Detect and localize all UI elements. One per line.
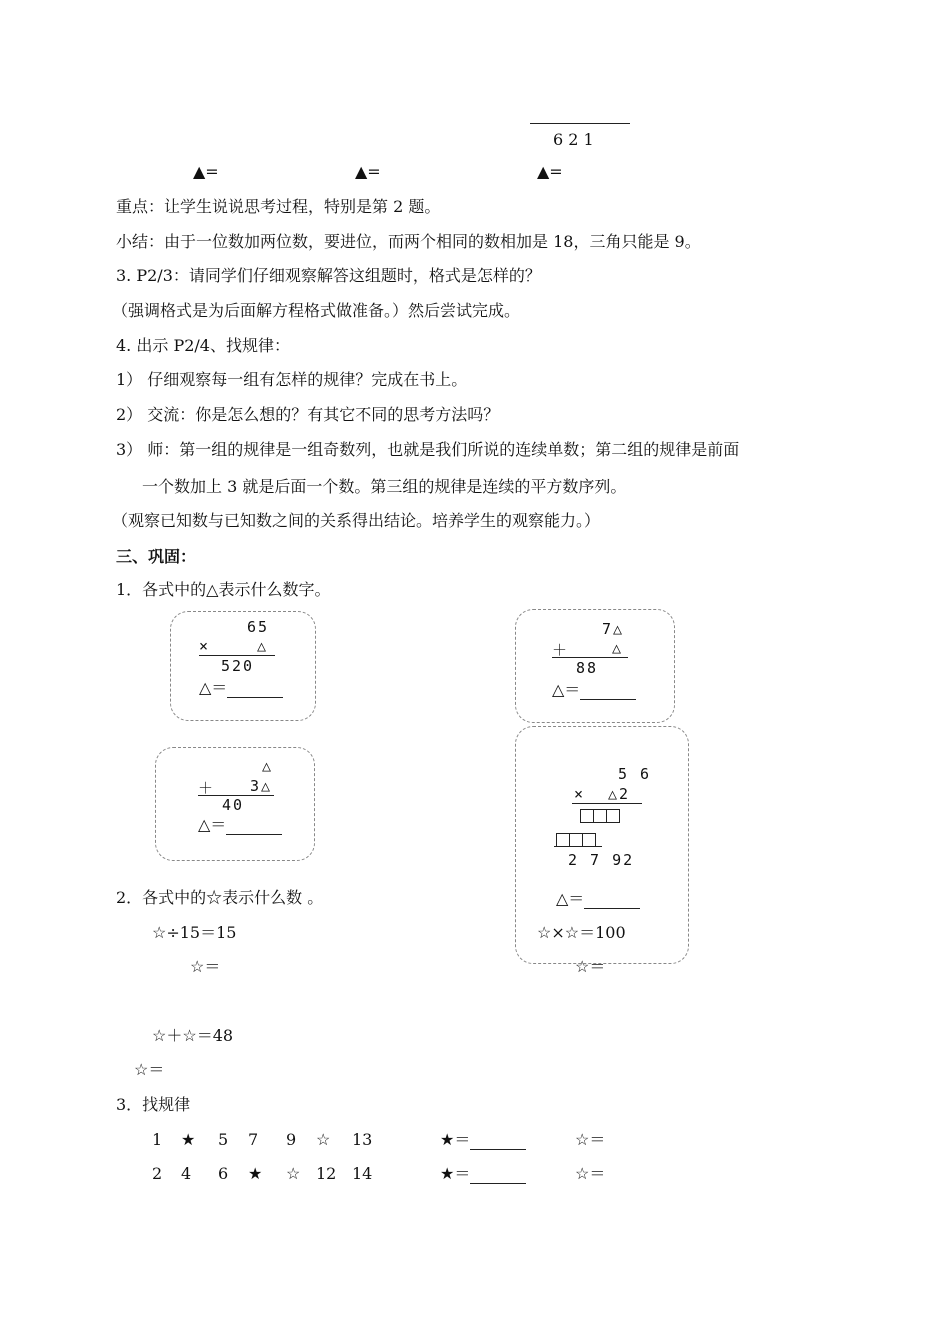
box-d-multiplier: △2 [608,785,631,803]
box-c-addend: 3△ [250,777,273,795]
digit-box[interactable] [580,809,594,823]
question-2: 2．各式中的☆表示什么数 。 [116,888,324,907]
sequence-item: 1 [152,1130,163,1149]
equation-1: ☆÷15＝15 [152,923,237,942]
section-heading: 三、巩固： [116,547,197,566]
sequence-item: 13 [352,1130,373,1149]
paragraph: 一个数加上 3 就是后面一个数。第三组的规律是连续的平方数序列。 [142,477,627,496]
box-c-answer-blank[interactable] [226,818,282,835]
box-c-answer [198,815,282,835]
paragraph: 2） 交流：你是怎么想的？有其它不同的思考方法吗？ [116,405,500,424]
problem-box-c [155,747,315,861]
sequence-item: 12 [316,1164,337,1183]
digit-box[interactable] [593,809,607,823]
digit-box[interactable] [582,833,596,847]
box-d-line-2 [554,846,602,847]
box-a-operator: × [199,637,211,655]
sequence-item: 4 [181,1164,192,1183]
sequence-item: ☆ [286,1164,301,1183]
box-c-top: △ [262,757,274,775]
paragraph: 小结：由于一位数加两位数，要进位，而两个相同的数相加是 18，三角只能是 9。 [116,232,701,251]
box-a-top: 65 [247,618,270,636]
box-d-answer [556,889,640,909]
sequence-item: ★ [248,1164,263,1183]
box-b-line [552,657,628,658]
box-b-top: 7△ [602,620,625,638]
box-d-answer-blank[interactable] [584,892,640,909]
star-answer-label: ★＝ [440,1130,471,1149]
question-1: 1．各式中的△表示什么数字。 [116,580,331,599]
sequence-item: 7 [248,1130,259,1149]
box-b-triangle: △ [612,639,624,657]
box-b-operator: ＋ [552,641,570,659]
top-division-line [530,123,630,124]
box-c-answer-label: △＝ [198,815,227,834]
triangle-answer-1: ▲= [193,162,219,181]
paragraph: 4. 出示 P2/4、找规律： [116,336,290,355]
box-b-result: 88 [576,659,599,677]
problem-box-a [170,611,316,721]
box-a-line [199,655,275,656]
equation-2: ☆×☆＝100 [537,923,626,942]
digit-box[interactable] [569,833,583,847]
paragraph: （观察已知数与已知数之间的关系得出结论。培养学生的观察能力。） [112,511,601,530]
box-d-answer-label: △＝ [556,889,585,908]
sequence-item: 9 [286,1130,297,1149]
top-result: 6 2 1 [553,130,594,149]
box-d-top: 5 6 [618,765,652,783]
white-star-answer-2: ☆＝ [575,1164,606,1183]
white-star-answer-1: ☆＝ [575,1130,606,1149]
box-d-result: 2 7 92 [568,851,635,869]
box-a-answer-label: △＝ [199,678,228,697]
paragraph: 3） 师：第一组的规律是一组奇数列，也就是我们所说的连续单数；第二组的规律是前面 [116,440,740,459]
equation-3: ☆＋☆＝48 [152,1026,234,1045]
box-c-operator: ＋ [198,779,216,797]
paragraph: 重点：让学生说说思考过程，特别是第 2 题。 [116,197,441,216]
digit-box[interactable] [606,809,620,823]
star-answer-blank[interactable] [470,1133,526,1150]
box-a-answer [199,678,283,698]
problem-box-b [515,609,675,723]
sequence-item: 5 [218,1130,229,1149]
equation-3-answer: ☆＝ [134,1060,165,1079]
digit-box[interactable] [556,833,570,847]
box-d-partial-1 [580,805,619,824]
equation-2-answer: ☆＝ [575,957,606,976]
sequence-item: 14 [352,1164,373,1183]
sequence-item: ☆ [316,1130,331,1149]
paragraph: 1） 仔细观察每一组有怎样的规律？完成在书上。 [116,370,468,389]
sequence-item: ★ [181,1130,196,1149]
box-a-triangle: △ [257,637,269,655]
star-answer-label: ★＝ [440,1164,471,1183]
sequence-item: 2 [152,1164,163,1183]
triangle-answer-2: ▲= [355,162,381,181]
box-d-operator: × [574,785,586,803]
box-a-result: 520 [221,657,255,675]
triangle-answer-3: ▲= [537,162,563,181]
box-b-answer [552,680,636,700]
box-a-answer-blank[interactable] [227,681,283,698]
box-c-result: 40 [222,796,245,814]
box-b-answer-blank[interactable] [580,683,636,700]
equation-1-answer: ☆＝ [190,957,221,976]
paragraph: 3. P2/3：请同学们仔细观察解答这组题时，格式是怎样的？ [116,266,541,285]
box-b-answer-label: △＝ [552,680,581,699]
sequence-item: 6 [218,1164,229,1183]
paragraph: （强调格式是为后面解方程格式做准备。）然后尝试完成。 [112,301,521,320]
box-d-line-1 [572,803,642,804]
star-answer-blank[interactable] [470,1167,526,1184]
star-answer-1 [440,1130,526,1150]
question-3: 3．找规律 [116,1095,191,1114]
star-answer-2 [440,1164,526,1184]
